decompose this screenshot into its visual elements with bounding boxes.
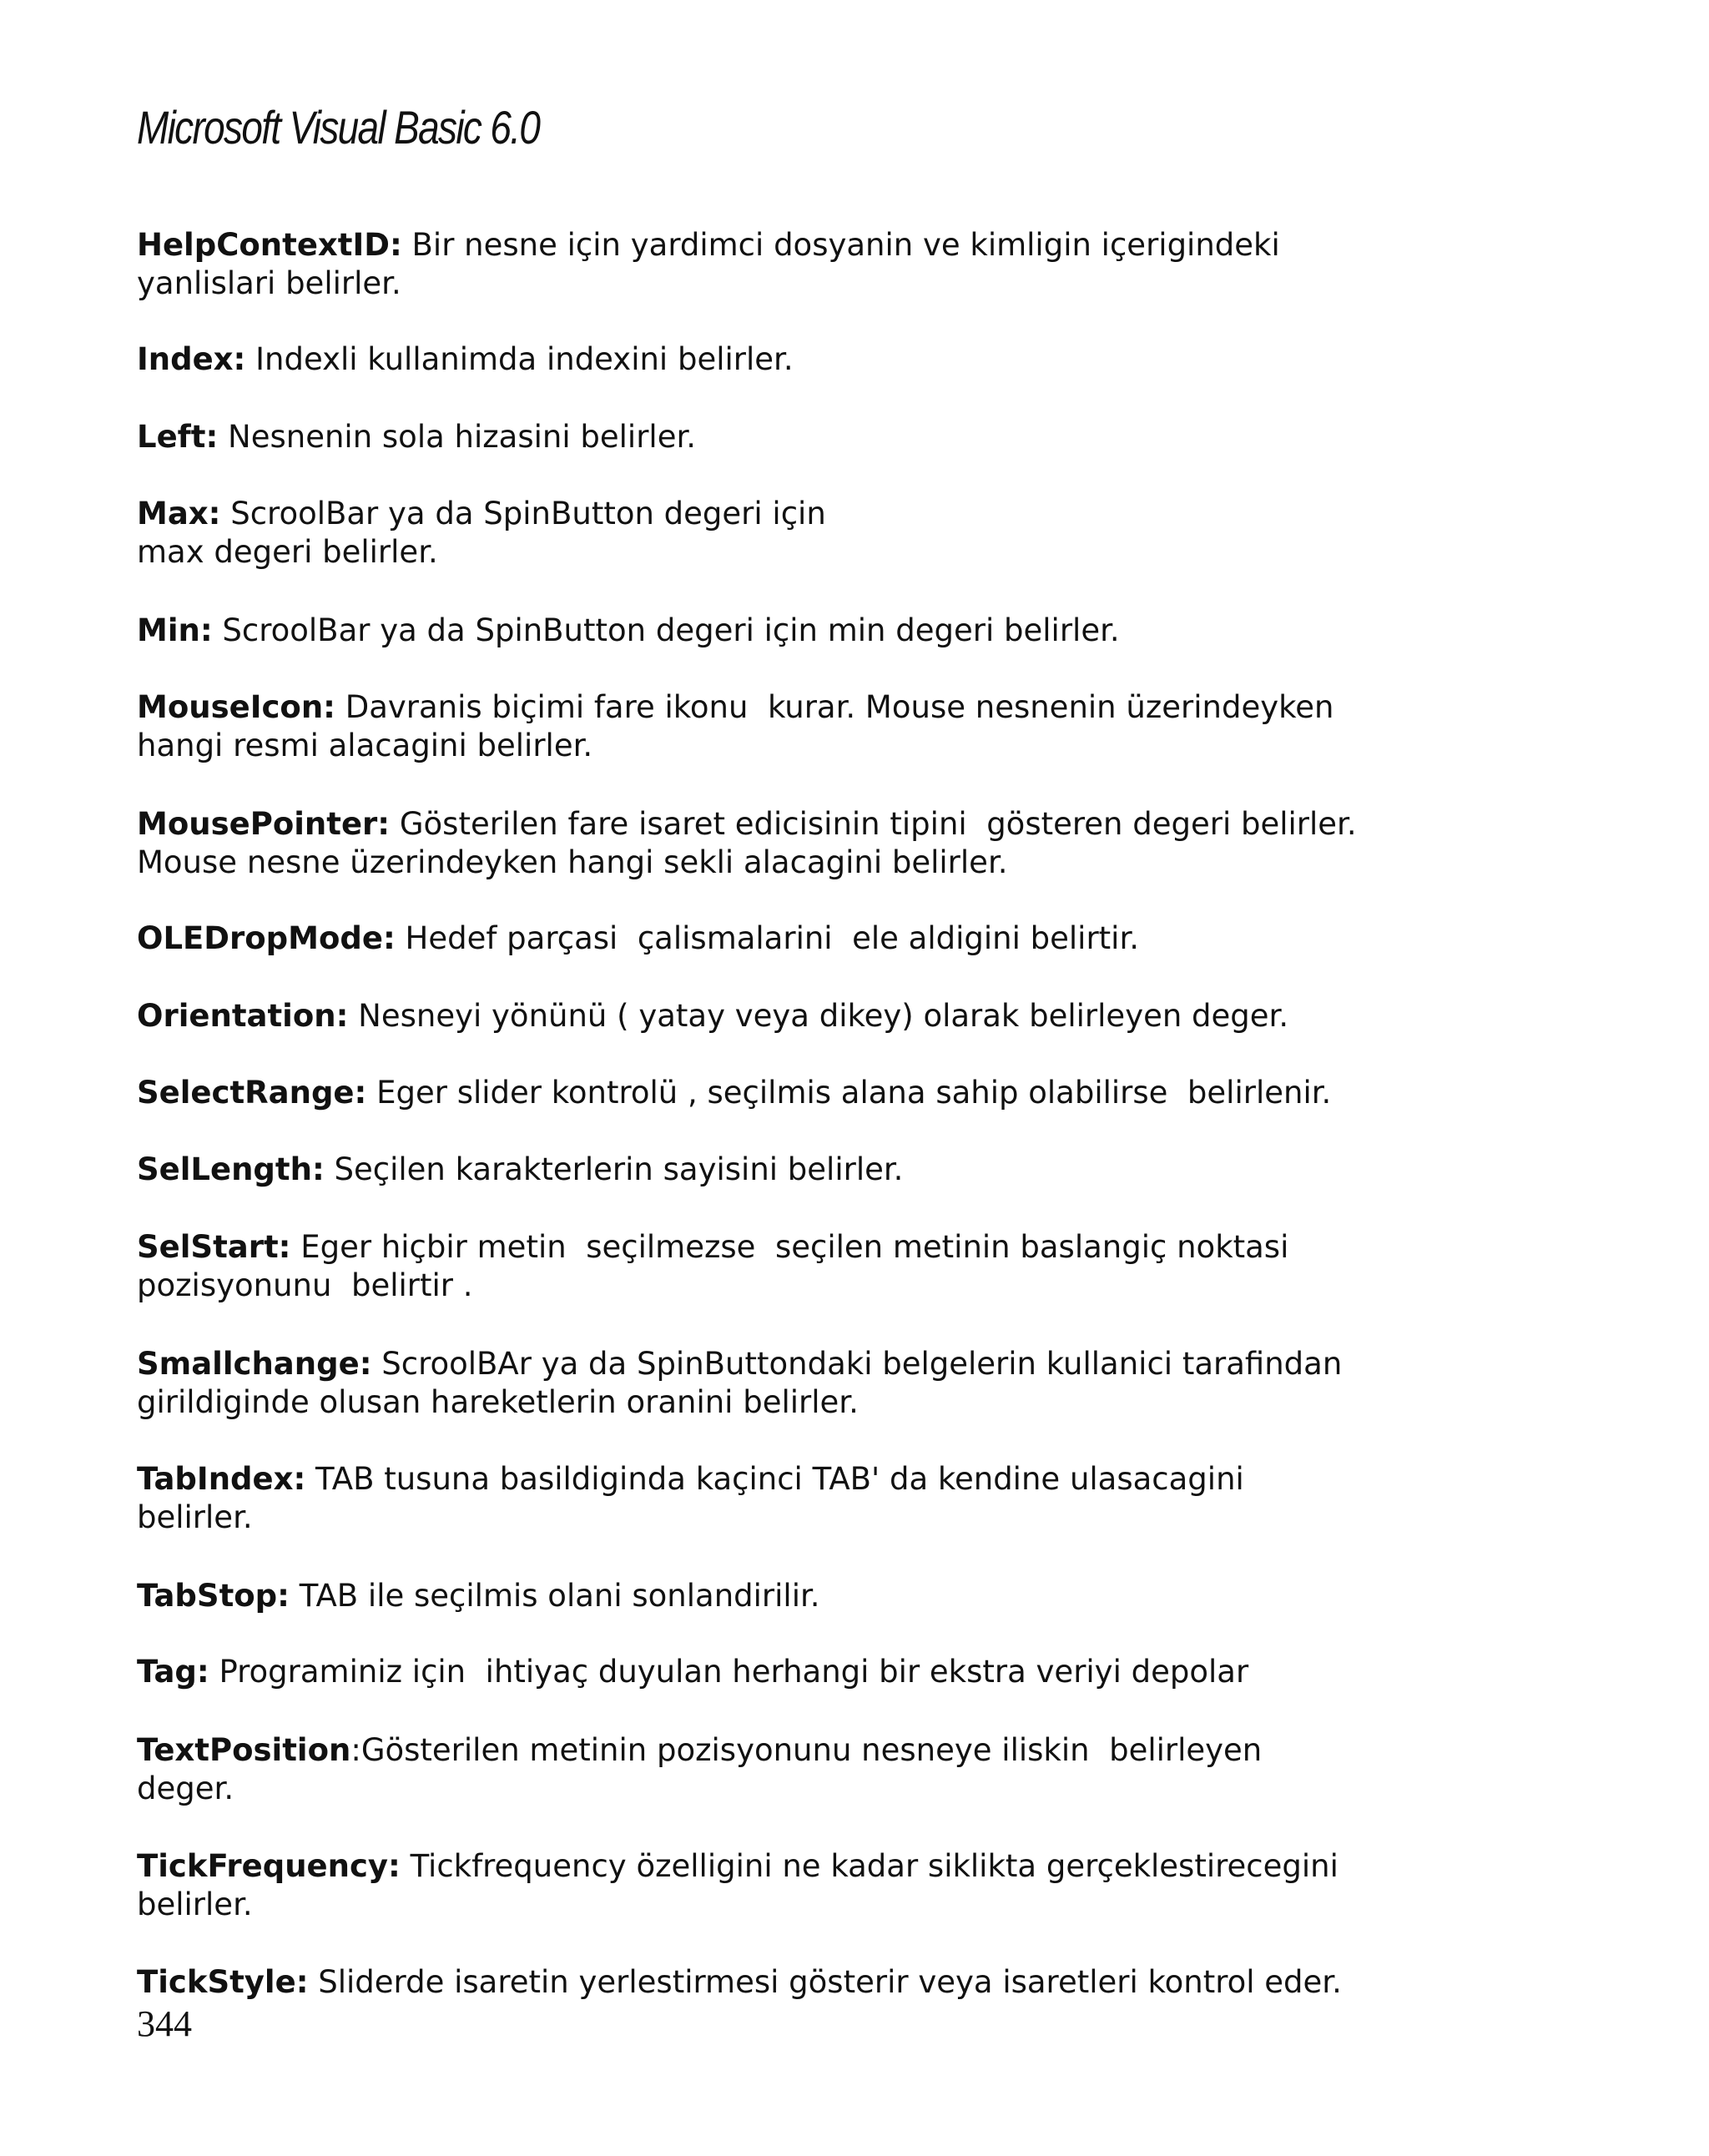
entry-text: :Gösterilen metinin pozisyonunu nesneye iliskin belirleyen bbox=[350, 1732, 1263, 1768]
entry-text: ScroolBar ya da SpinButton degeri için min degeri belirler. bbox=[212, 612, 1120, 648]
entry-line-1 bbox=[137, 1847, 1439, 1886]
entry-line-1 bbox=[137, 919, 1439, 958]
definition-entry bbox=[137, 1963, 1439, 2002]
entry-term: TextPosition bbox=[137, 1732, 351, 1768]
entry-term: Tag: bbox=[137, 1654, 209, 1690]
page-number: 344 bbox=[137, 2003, 192, 2044]
entry-line-2: max degeri belirler. bbox=[137, 534, 438, 570]
entry-text: Seçilen karakterlerin sayisini belirler. bbox=[324, 1151, 904, 1187]
entry-text: ScroolBAr ya da SpinButtondaki belgelerin kullanici tarafindan bbox=[371, 1346, 1343, 1382]
entry-line-1 bbox=[137, 1345, 1439, 1383]
entry-line-1 bbox=[137, 805, 1439, 844]
entry-text: Tickfrequency özelligini ne kadar siklikta gerçeklestirecegini bbox=[400, 1848, 1338, 1884]
entry-text: Nesnenin sola hizasini belirler. bbox=[218, 419, 697, 455]
entry-term: TickFrequency: bbox=[137, 1848, 401, 1884]
definition-entry bbox=[137, 997, 1439, 1035]
entry-term: Max: bbox=[137, 496, 221, 531]
definition-entry bbox=[137, 340, 1439, 379]
entry-text: TAB tusuna basildiginda kaçinci TAB' da kendine ulasacagini bbox=[305, 1461, 1244, 1497]
entry-line-2: hangi resmi alacagini belirler. bbox=[137, 728, 593, 763]
entry-text: Sliderde isaretin yerlestirmesi gösterir veya isaretleri kontrol eder. bbox=[308, 1964, 1342, 2000]
entry-line-1 bbox=[137, 1151, 1439, 1189]
entry-line-1 bbox=[137, 340, 1439, 379]
entry-line-2: pozisyonunu belirtir . bbox=[137, 1267, 473, 1303]
entry-text: Eger slider kontrolü , seçilmis alana sahip olabilirse belirlenir. bbox=[366, 1075, 1332, 1111]
definition-entry bbox=[137, 612, 1439, 650]
entry-term: TabIndex: bbox=[137, 1461, 306, 1497]
entry-line-2: belirler. bbox=[137, 1499, 253, 1535]
definition-entry bbox=[137, 1345, 1439, 1422]
entry-line-2: Mouse nesne üzerindeyken hangi sekli alacagini belirler. bbox=[137, 844, 1008, 880]
entry-term: Left: bbox=[137, 419, 219, 455]
entry-text: Programiniz için ihtiyaç duyulan herhangi bir ekstra veriyi depolar bbox=[209, 1654, 1249, 1690]
entry-term: SelStart: bbox=[137, 1229, 291, 1265]
entry-term: Min: bbox=[137, 612, 213, 648]
entry-line-1 bbox=[137, 1653, 1439, 1691]
definition-entry bbox=[137, 418, 1439, 456]
entry-term: MousePointer: bbox=[137, 806, 391, 842]
entry-line-2: girildiginde olusan hareketlerin oranini belirler. bbox=[137, 1384, 859, 1420]
entry-line-1 bbox=[137, 612, 1439, 650]
entry-term: TickStyle: bbox=[137, 1964, 309, 2000]
page-header-title: Microsoft Visual Basic 6.0 bbox=[137, 101, 540, 154]
entry-line-1 bbox=[137, 1460, 1439, 1499]
definition-entry bbox=[137, 1151, 1439, 1189]
definition-entry bbox=[137, 226, 1439, 303]
definition-entry bbox=[137, 1653, 1439, 1691]
entry-line-2: belirler. bbox=[137, 1886, 253, 1922]
entry-term: SelectRange: bbox=[137, 1075, 367, 1111]
entry-line-1 bbox=[137, 1577, 1439, 1615]
entry-text: Gösterilen fare isaret edicisinin tipini gösteren degeri belirler. bbox=[390, 806, 1357, 842]
definition-entry bbox=[137, 1731, 1439, 1808]
entry-text: Hedef parçasi çalismalarini ele aldigini belirtir. bbox=[395, 920, 1140, 956]
entry-term: Smallchange: bbox=[137, 1346, 372, 1382]
entry-text: Indexli kullanimda indexini belirler. bbox=[245, 341, 794, 377]
entry-line-1 bbox=[137, 1731, 1439, 1770]
definition-entry bbox=[137, 688, 1439, 765]
entry-text: TAB ile seçilmis olani sonlandirilir. bbox=[289, 1578, 820, 1614]
definition-entry bbox=[137, 1074, 1439, 1112]
entry-line-2: deger. bbox=[137, 1771, 234, 1806]
entry-term: Index: bbox=[137, 341, 246, 377]
entry-term: MouseIcon: bbox=[137, 689, 335, 725]
entry-term: SelLength: bbox=[137, 1151, 325, 1187]
entry-term: Orientation: bbox=[137, 998, 349, 1034]
entry-line-1 bbox=[137, 688, 1439, 727]
entry-term: OLEDropMode: bbox=[137, 920, 396, 956]
definition-entry bbox=[137, 805, 1439, 882]
definition-entry bbox=[137, 1460, 1439, 1537]
definition-entry bbox=[137, 1847, 1439, 1924]
entry-line-1 bbox=[137, 226, 1439, 264]
entry-text: ScroolBar ya da SpinButton degeri için bbox=[220, 496, 826, 531]
entry-term: HelpContextID: bbox=[137, 227, 402, 263]
definition-entry bbox=[137, 495, 1439, 572]
entry-text: Davranis biçimi fare ikonu kurar. Mouse nesnenin üzerindeyken bbox=[335, 689, 1334, 725]
entry-line-1 bbox=[137, 1074, 1439, 1112]
entry-term: TabStop: bbox=[137, 1578, 290, 1614]
entry-text: Nesneyi yönünü ( yatay veya dikey) olarak belirleyen deger. bbox=[348, 998, 1289, 1034]
definition-entry bbox=[137, 919, 1439, 958]
entry-line-1 bbox=[137, 997, 1439, 1035]
entry-text: Bir nesne için yardimci dosyanin ve kimligin içerigindeki bbox=[401, 227, 1280, 263]
entry-line-1 bbox=[137, 418, 1439, 456]
entry-line-2: yanlislari belirler. bbox=[137, 265, 401, 301]
entry-text: Eger hiçbir metin seçilmezse seçilen metinin baslangiç noktasi bbox=[290, 1229, 1289, 1265]
entry-line-1 bbox=[137, 1963, 1439, 2002]
entry-line-1 bbox=[137, 495, 1439, 533]
definition-entry bbox=[137, 1577, 1439, 1615]
entry-line-1 bbox=[137, 1228, 1439, 1267]
definition-entry bbox=[137, 1228, 1439, 1305]
